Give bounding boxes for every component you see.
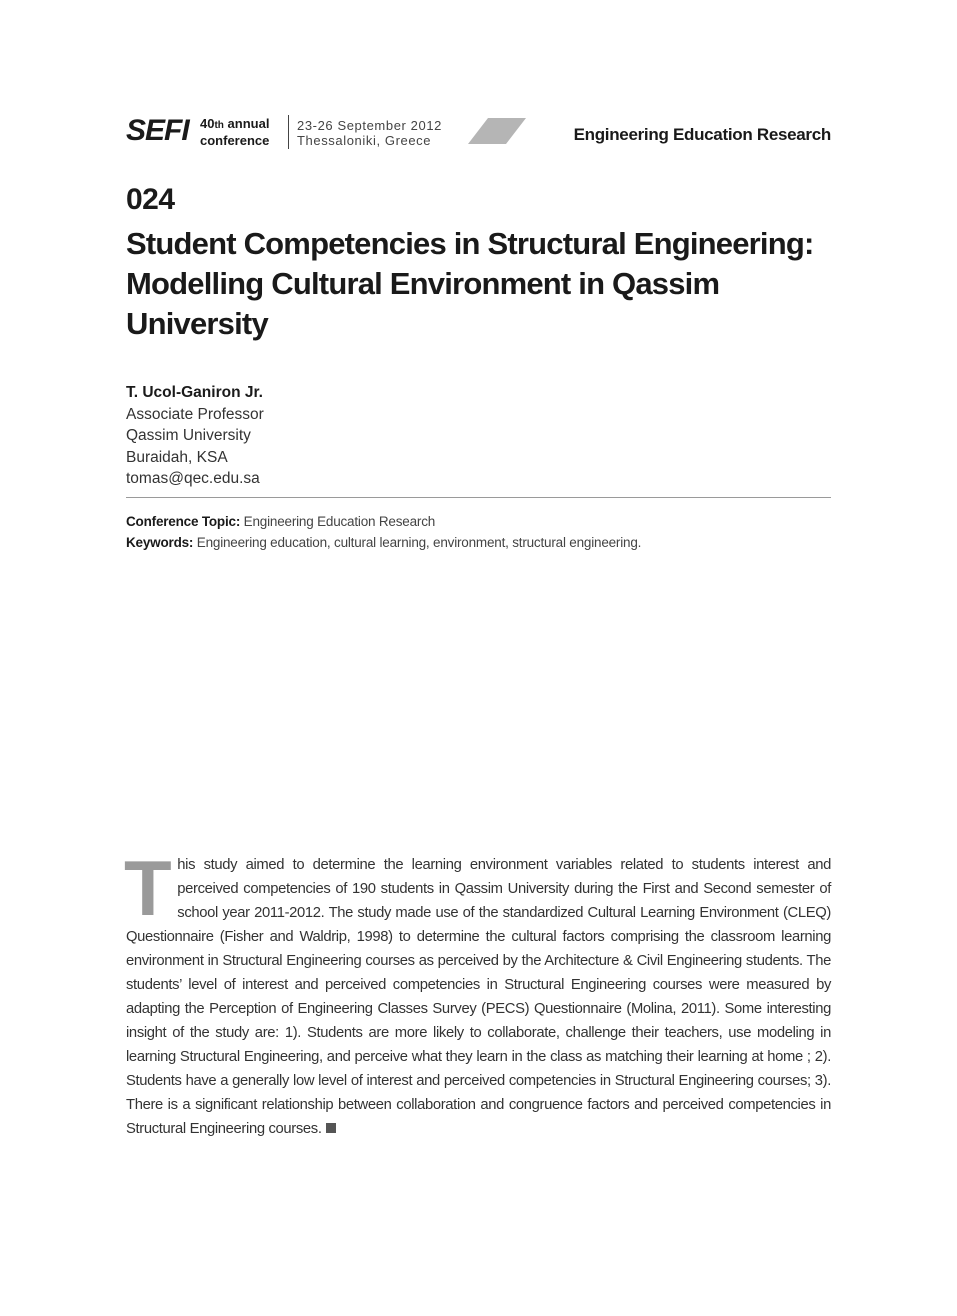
paper-meta — [126, 511, 641, 553]
keywords-label: Keywords: — [126, 535, 194, 550]
abstract-text: his study aimed to determine the learning environment variables related to students interest and perceived competencies of 190 students in Qassim University during the First and Second semester of school year 2011-2012. The study made use of the standardized Cultural Learning Environment (CLEQ) Questionnaire (Fisher and Waldrip, 1998) to determine the cultural factors comprising the classroom learning environment in Structural Engineering courses as perceived by the Architecture & Civil Engineering students. The students’ level of interest and perceived competencies in Structural Engineering courses were measured by adapting the Perception of Engineering Classes Survey (PECS) Questionnaire (Molina, 2011). Some interesting insight of the study are: 1). Students are more likely to collaborate, challenge their teachers, use modeling in learning Structural Engineering, and perceive what they learn in the class as matching their learning at home ; 2). Students have a generally low level of interest and perceived competencies in Structural Engineering courses; 3). There is a significant relationship between collaboration and congruence factors and perceived competencies in Structural Engineering courses. — [126, 857, 831, 1137]
annual-ordinal: 40 — [200, 116, 215, 131]
author-institution: Qassim University — [126, 427, 251, 444]
conference-topic — [126, 511, 641, 532]
horizontal-rule — [126, 497, 831, 498]
dates-line1: 23-26 September 2012 — [297, 118, 442, 133]
header-divider — [288, 115, 289, 149]
keywords — [126, 532, 641, 553]
author-location: Buraidah, KSA — [126, 448, 228, 466]
conference-header — [126, 112, 831, 152]
author-position: Associate Professor — [126, 405, 264, 423]
author-block — [126, 382, 264, 490]
topic-value: Engineering Education Research — [240, 514, 436, 529]
decorative-stripe-icon — [468, 118, 526, 144]
paper-title: Student Competencies in Structural Engineering: Modelling Cultural Environment in Qassim University — [126, 226, 814, 341]
annual-conference-label — [200, 116, 269, 148]
topic-label: Conference Topic: — [126, 514, 241, 529]
annual-word: annual — [223, 116, 270, 131]
annual-line2: conference — [200, 133, 270, 148]
abstract — [124, 844, 831, 1141]
author-name: T. Ucol-Ganiron Jr. — [126, 384, 263, 401]
section-label: Engineering Education Research — [573, 125, 831, 144]
dates-line2: Thessaloniki, Greece — [297, 133, 432, 148]
paper-number: 024 — [126, 183, 175, 216]
sefi-logo: SEFI — [126, 114, 189, 147]
conference-dates — [297, 118, 442, 148]
end-mark-icon — [326, 1123, 336, 1133]
annual-suffix: th — [214, 120, 224, 131]
author-email: tomas@qec.edu.sa — [126, 470, 260, 487]
abstract-dropcap: T — [124, 844, 172, 932]
keywords-value: Engineering education, cultural learning, environment, structural engineering. — [193, 535, 642, 550]
